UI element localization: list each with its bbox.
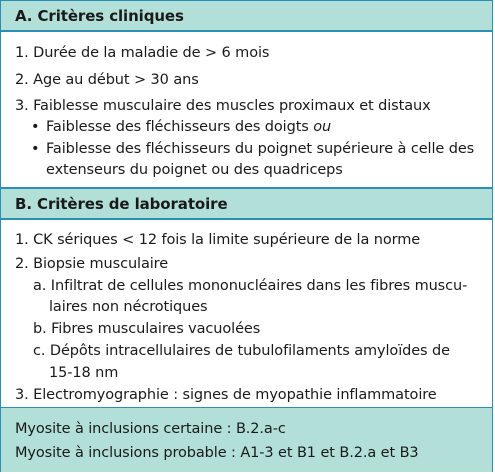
bullet-marker: • (31, 119, 40, 135)
criterion-b2c-line2: 15-18 nm (49, 365, 119, 381)
criterion-b2c-line1: c. Dépôts intracellulaires de tubulofilaments amyloïdes de (33, 343, 450, 359)
divider (1, 218, 492, 220)
criterion-a3: 3. Faiblesse musculaire des muscles proximaux et distaux (15, 98, 431, 114)
criterion-a3-bullet1: Faiblesse des fléchisseurs des doigts ou (46, 119, 332, 135)
criterion-b2b: b. Fibres musculaires vacuolées (33, 321, 261, 337)
criterion-a1: 1. Durée de la maladie de > 6 mois (15, 45, 270, 61)
criterion-a3-bullet2-line2: extenseurs du poignet ou des quadriceps (46, 162, 343, 178)
criterion-a2: 2. Age au début > 30 ans (15, 72, 199, 88)
diagnosis-probable: Myosite à inclusions probable : A1-3 et B1 et B.2.a et B3 (15, 445, 419, 461)
criterion-b2: 2. Biopsie musculaire (15, 256, 169, 272)
criterion-b2a-line2: laires non nécrotiques (49, 299, 208, 315)
criterion-a3-bullet2-line1: Faiblesse des fléchisseurs du poignet supérieure à celle des (46, 141, 475, 157)
criterion-b1: 1. CK sériques < 12 fois la limite supérieure de la norme (15, 232, 421, 248)
section-a-title: A. Critères cliniques (15, 7, 184, 25)
criterion-b2a-line1: a. Infiltrat de cellules mononucléaires dans les fibres muscu- (33, 278, 468, 294)
diagnosis-certain: Myosite à inclusions certaine : B.2.a-c (15, 421, 286, 437)
criterion-b3: 3. Electromyographie : signes de myopathie inflammatoire (15, 387, 437, 403)
diagnosis-footer (1, 408, 492, 472)
bullet-marker: • (31, 141, 40, 157)
section-b-title: B. Critères de laboratoire (15, 195, 228, 213)
divider (1, 30, 492, 32)
